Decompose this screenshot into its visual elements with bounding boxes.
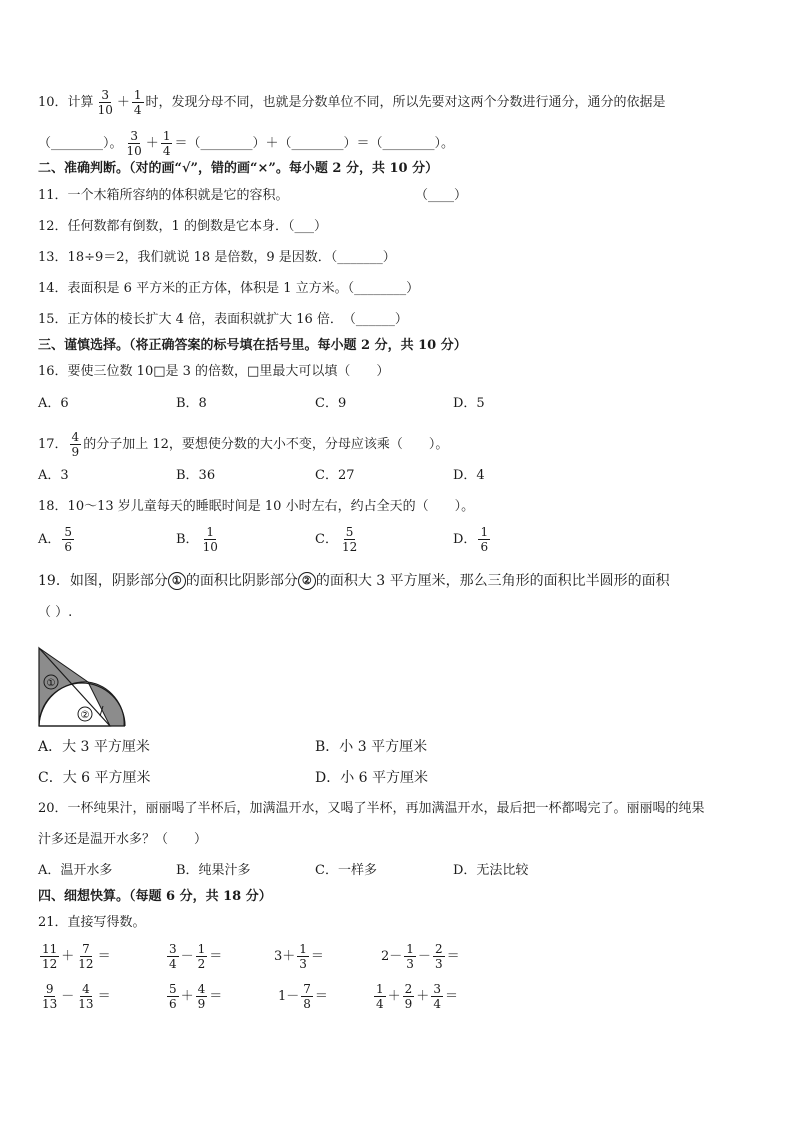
q18-option-a: A． $\frac{5}{6}$ bbox=[38, 525, 73, 554]
q19-option-a: A．大 3 平方厘米 bbox=[38, 739, 150, 755]
q20-line1: 20．一杯纯果汁，丽丽喝了半杯后，加满温开水，又喝了半杯，再加满温开水，最后把一杯都喝完了。丽丽喝的纯果 bbox=[38, 801, 705, 816]
q17-option-a: A．3 bbox=[38, 468, 69, 483]
q14: 14．表面积是 6 平方米的正方体，体积是 1 立方米。（________） bbox=[38, 281, 420, 296]
calc-r1-c2: $\frac{3}{4}$ － $\frac{1}{2}$ ＝ bbox=[169, 942, 223, 971]
figure-label-1: ① bbox=[46, 678, 56, 689]
q17-option-c: C．27 bbox=[315, 468, 355, 483]
q10-number: 10． bbox=[38, 95, 68, 110]
q19-option-c: C．大 6 平方厘米 bbox=[38, 770, 151, 786]
q19-line2: （ ）. bbox=[38, 605, 73, 620]
calc-r1-c1: $\frac{11}{12}$ ＋ $\frac{7}{12}$ ＝ bbox=[42, 942, 111, 971]
q18: 18．10～13 岁儿童每天的睡眠时间是 10 小时左右，约占全天的（ ）。 bbox=[38, 499, 475, 514]
circled-one: ① bbox=[168, 572, 186, 590]
circled-two: ② bbox=[298, 572, 316, 590]
q11: 11．一个木箱所容纳的体积就是它的容积。 bbox=[38, 188, 289, 203]
q21: 21．直接写得数。 bbox=[38, 915, 146, 930]
q20-option-d: D．无法比较 bbox=[453, 863, 529, 878]
q16: 16．要使三位数 10□是 3 的倍数，□里最大可以填（ ） bbox=[38, 364, 390, 379]
q19-line1: 19．如图，阴影部分 ① 的面积比阴影部分 ② 的面积大 3 平方厘米，那么三角形的面积比半圆形的面积 bbox=[38, 573, 670, 589]
q10-line2: （________）。 $\frac{3}{10}$ ＋ $\frac{1}{4}$ ＝（________）＋（________）＝（________）。 bbox=[38, 129, 454, 158]
q19-option-b: B．小 3 平方厘米 bbox=[315, 739, 428, 755]
q18-option-b: B． $\frac{1}{10}$ bbox=[176, 525, 218, 554]
section-3-heading: 三、谨慎选择。（将正确答案的标号填在括号里。每小题 2 分，共 10 分） bbox=[38, 338, 467, 353]
q17-fraction: $\frac{4}{9}$ bbox=[71, 430, 80, 459]
q10-fraction-3: $\frac{3}{10}$ bbox=[126, 129, 142, 158]
q10-blank-1: （________）。 bbox=[38, 136, 123, 151]
q11-blank: （____） bbox=[415, 188, 468, 203]
q10-fraction-4: $\frac{1}{4}$ bbox=[162, 129, 171, 158]
q18-option-c: C． $\frac{5}{12}$ bbox=[315, 525, 358, 554]
q16-option-d: D．5 bbox=[453, 396, 485, 411]
q16-option-a: A．6 bbox=[38, 396, 69, 411]
calc-r2-c2: $\frac{5}{6}$ ＋ $\frac{4}{9}$ ＝ bbox=[169, 982, 223, 1011]
calc-r2-c1: $\frac{9}{13}$ － $\frac{4}{13}$ ＝ bbox=[42, 982, 111, 1011]
q12: 12．任何数都有倒数，1 的倒数是它本身．（___） bbox=[38, 219, 327, 234]
q20-option-a: A．温开水多 bbox=[38, 863, 113, 878]
q10-blanks: ＝（________）＋（________）＝（________）。 bbox=[174, 136, 454, 151]
q10-text-a: 计算 bbox=[67, 95, 94, 110]
q10-fraction-1: $\frac{3}{10}$ bbox=[97, 88, 113, 117]
q17-option-b: B．36 bbox=[176, 468, 216, 483]
q17: 17． $\frac{4}{9}$ 的分子加上 12，要想使分数的大小不变，分母应该乘（ ）。 bbox=[38, 430, 449, 459]
section-2-heading: 二、准确判断。（对的画“√”，错的画“×”。每小题 2 分，共 10 分） bbox=[38, 161, 439, 176]
q19-figure bbox=[36, 646, 130, 730]
figure-label-2: ② bbox=[80, 710, 90, 721]
q20-line2: 汁多还是温开水多？（ ） bbox=[38, 832, 208, 847]
q16-option-c: C．9 bbox=[315, 396, 347, 411]
q17-option-d: D．4 bbox=[453, 468, 485, 483]
calc-r2-c3: 1－ $\frac{7}{8}$ ＝ bbox=[278, 982, 328, 1011]
calc-r1-c3: 3＋ $\frac{1}{3}$ ＝ bbox=[274, 942, 324, 971]
calc-r2-c4: $\frac{1}{4}$ ＋ $\frac{2}{9}$ ＋ $\frac{3}{4}$ ＝ bbox=[376, 982, 458, 1011]
q18-option-d: D． $\frac{1}{6}$ bbox=[453, 525, 489, 554]
calc-r1-c4: 2－ $\frac{1}{3}$ － $\frac{2}{3}$ ＝ bbox=[381, 942, 460, 971]
q13: 13．18÷9＝2，我们就说 18 是倍数，9 是因数．（_______） bbox=[38, 250, 396, 265]
q16-option-b: B．8 bbox=[176, 396, 207, 411]
q15: 15．正方体的棱长扩大 4 倍，表面积就扩大 16 倍． （______） bbox=[38, 312, 408, 327]
q19-option-d: D．小 6 平方厘米 bbox=[315, 770, 429, 786]
q10-fraction-2: $\frac{1}{4}$ bbox=[133, 88, 142, 117]
section-4-heading: 四、细想快算。（每题 6 分，共 18 分） bbox=[38, 889, 272, 904]
q10-line1: 10．计算 $\frac{3}{10}$ ＋ $\frac{1}{4}$ 时，发现分母不同，也就是分数单位不同，所以先要对这两个分数进行通分，通分的依据是 bbox=[38, 88, 666, 117]
q10-text-b: 时，发现分母不同，也就是分数单位不同，所以先要对这两个分数进行通分，通分的依据是 bbox=[145, 95, 666, 110]
q20-option-b: B．纯果汁多 bbox=[176, 863, 251, 878]
q20-option-c: C．一样多 bbox=[315, 863, 377, 878]
